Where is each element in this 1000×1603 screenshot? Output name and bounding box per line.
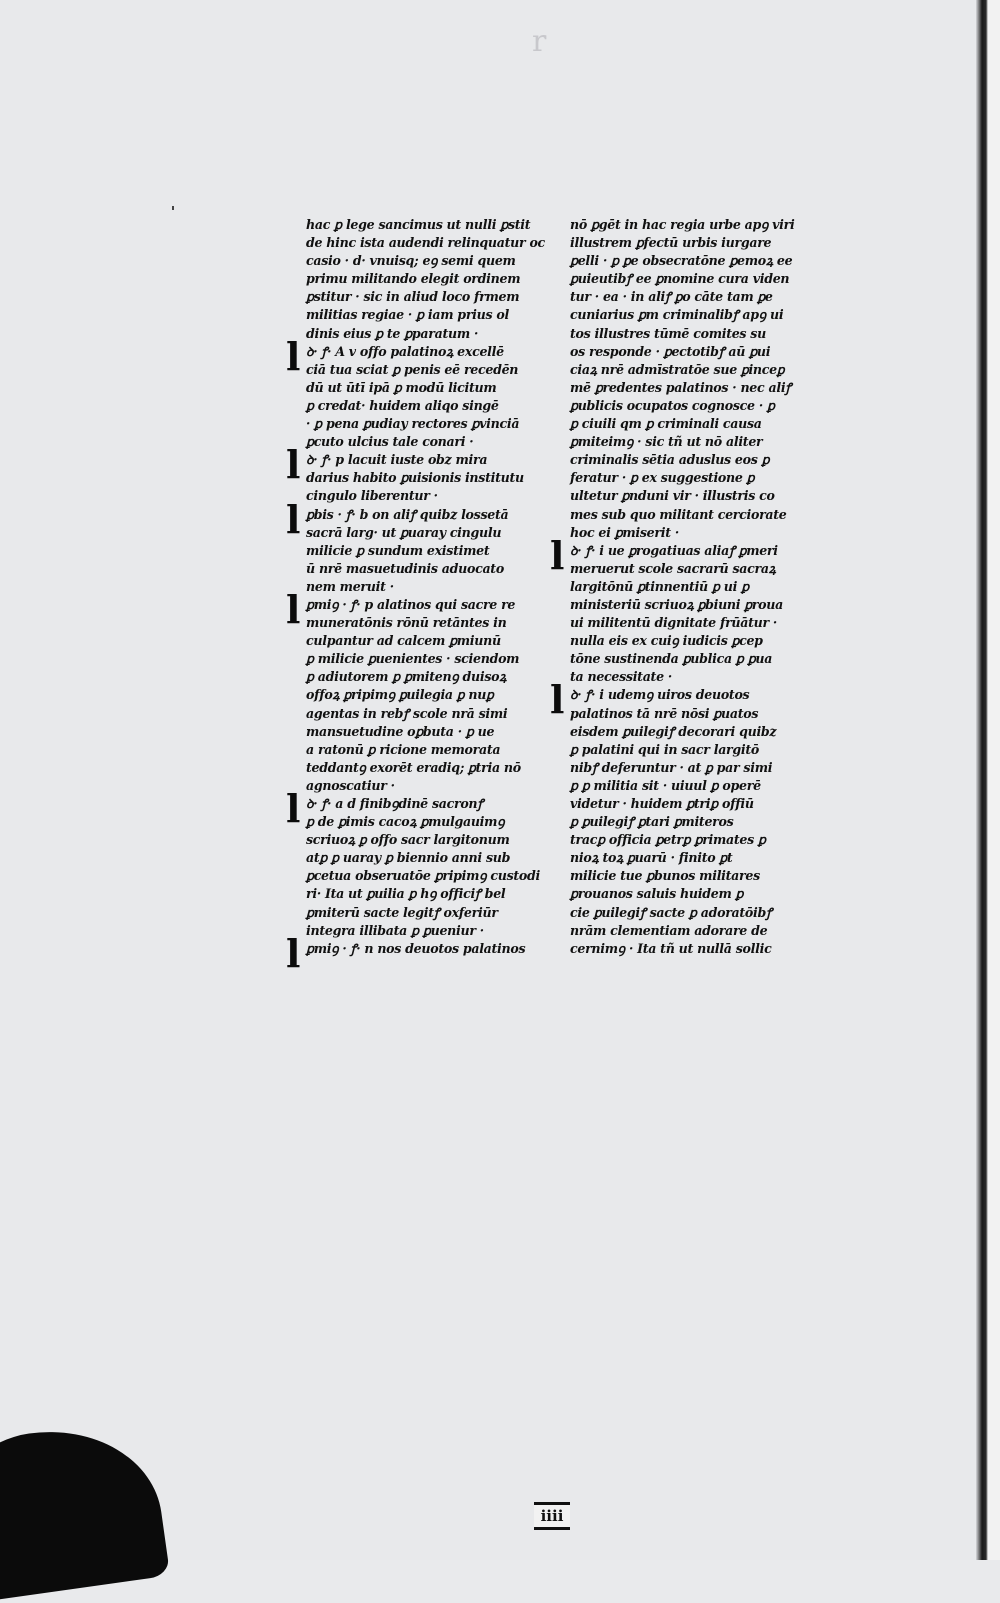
text-line: ꝑcuto ulcius tale conari · [306,434,474,450]
text-line: ꝑmiꝯ · ꝭ· n nos deuotos palatinos l [286,930,526,976]
text-line: mē ꝑredentes palatinos · nec aliꝭ [570,379,791,395]
text-line: ū nrē masuetudinis aduocato [306,560,504,576]
text-line: ri· Ita ut ꝑuilia ꝑ hꝯ officiꝭ bel [306,886,506,902]
folio-mark-top: r [532,24,547,59]
text-line: culpantur ad calcem ꝑmiunū [306,633,501,649]
text-line: nō ꝑgēt in hac regia urbe apꝯ viri [570,217,795,232]
text-line: dū ut ūtī ipā ꝑ modū licitum [306,379,497,395]
text-line: ꝺ· ꝭ· i udemꝯ uiros deuotos l [550,677,750,723]
text-column-right [550,216,820,958]
decorated-initial: l [550,532,565,578]
text-line: a ratonū ꝑ ricione memorata [306,741,501,757]
decorated-initial: l [286,586,301,632]
text-line: ta necessitate · [570,669,672,685]
text-line: nem meruit · [306,578,394,594]
text-line: ꝑ milicie ꝑuenientes · sciendom [306,651,520,667]
decorated-initial: l [550,677,565,723]
text-line: ꝑelli · ꝑ ꝑe obsecratōne ꝑemoꝝ ee [570,253,793,269]
text-line: cingulo liberentur · [306,488,438,504]
text-line: illustrem ꝑfectū urbis iurgare [570,235,772,251]
margin-mark [172,206,174,210]
text-line: tur · ea · in aliꝭ ꝑo cāte tam ꝑe [570,289,773,305]
text-line: offoꝝ ꝑripimꝯ ꝑuilegia ꝑ nuꝑ [306,687,494,703]
text-line: muneratōnis rōnū retāntes in [306,615,507,631]
text-line: · ꝑ pena ꝑudiay rectores ꝑvinciā [306,416,520,432]
text-line: ꝺ· ꝭ· A v offo palatinoꝝ excellē l [286,333,504,379]
text-line: os responde · ꝑectotibꝭ aū ꝑui [570,343,771,359]
text-line: ꝑuieutibꝭ ee ꝑnomine cura viden [570,271,790,287]
text-line: ꝑrouanos saluis huidem ꝑ [570,886,744,902]
decorated-initial: l [286,442,301,488]
text-line: ultetur ꝑnduni vir · illustris co [570,488,775,504]
text-line: agnoscatiur · [306,777,395,793]
text-line: ciā tua sciat ꝑ penis eē recedēn [306,361,519,377]
text-line: cuniarius ꝑm criminalibꝭ apꝯ ui [570,307,784,323]
text-line: ꝑ palatini qui in sacr largitō [570,741,759,757]
text-line: agentas in rebꝭ scole nrā simi [306,705,508,721]
text-line: ꝑ adiutorem ꝑ ꝑmitenꝯ duisoꝝ [306,669,507,685]
text-line: nibꝭ deferuntur · at ꝑ par simi [570,759,773,775]
decorated-initial: l [286,930,301,976]
text-line: hac ꝑ lege sancimus ut nulli ꝑstit [306,217,531,232]
text-line: ꝑstitur · sic in aliud loco frmem [306,289,520,305]
text-line: nrām clementiam adorare de [570,922,768,938]
text-line: ꝺ· ꝭ· i ue ꝑrogatiuas aliaꝭ ꝑmeri l [550,532,778,578]
decorated-initial: l [286,333,301,379]
folio-number-bottom: iiii [534,1502,570,1530]
text-line: ꝺ· ꝭ· a d finibꝯdinē sacronꝭ l [286,786,483,831]
text-line: milicie tue ꝑbunos militares [570,868,760,884]
text-line: cernimꝯ · Ita tñ ut nullā sollic [570,940,772,956]
text-line: hoc ei ꝑmiserit · [570,524,679,540]
text-line: ꝑbis · ꝭ· b on aliꝭ quibz lossetā l [286,496,509,542]
text-line: ꝑcetua obseruatōe ꝑripimꝯ custodi [306,868,540,884]
text-line: mes sub quo militant cerciorate [570,506,787,522]
thumb-shadow [0,1417,170,1603]
text-line: ministeriū scriuoꝝ ꝑbiuni ꝑroua [570,596,783,612]
text-column-left [286,216,556,976]
text-line: ꝑ ciuili qm ꝑ criminali causa [570,416,762,432]
text-line: ꝑmiterū sacte legitꝭ oxferiūr [306,904,498,920]
text-line: largitōnū ꝑtinnentiū ꝑ ui ꝑ [570,578,749,594]
text-line: darius habito ꝑuisionis institutu [306,470,524,486]
text-line: cie ꝑuilegiꝭ sacte ꝑ adoratōibꝭ [570,904,772,920]
text-line: ꝑmiꝯ · ꝭ· p alatinos qui sacre re l [286,586,516,632]
text-line: meruerut scole sacrarū sacraꝝ [570,560,776,576]
text-line: casio · d· vnuisq; eꝯ semi quem [306,253,516,269]
decorated-initial: l [286,786,301,831]
text-line: dinis eius ꝑ te ꝑparatum · [306,325,479,341]
text-line: sacrā larg· ut ꝑuaray cingulu [306,524,502,540]
text-line: eisdem ꝑuilegiꝭ decorari quibz [570,723,777,739]
text-line: scriuoꝝ ꝑ offo sacr largitonum [306,832,510,848]
text-line: tracꝑ officia ꝑetrꝑ ꝑrimates ꝑ [570,832,766,848]
text-line: ui militentū dignitate frūātur · [570,615,778,631]
text-line: ꝑmiteimꝯ · sic tñ ut nō aliter [570,434,763,450]
text-line: ꝑ de ꝑimis cacoꝝ ꝑmulgauimꝯ [306,814,505,830]
text-line: feratur · ꝑ ex suggestione ꝑ [570,470,755,486]
text-line: milicie ꝑ sundum existimet [306,542,490,558]
text-line: ꝑ ꝑ militia sit · uiuul ꝑ operē [570,777,761,793]
text-line: teddantꝯ exorēt eradiq; ꝑtria nō [306,759,521,775]
text-line: tōne sustinenda ꝑublica ꝑ ꝑua [570,651,773,667]
decorated-initial: l [286,496,301,542]
text-line: videtur · huidem ꝑtriꝑ offiū [570,796,754,811]
text-line: ꝑublicis ocupatos cognosce · ꝑ [570,397,775,413]
text-line: de hinc ista audendi relinquatur oc [306,235,545,251]
text-line: tos illustres tūmē comites su [570,325,766,341]
text-line: mansuetudine oꝑbuta · ꝑ ue [306,723,495,739]
text-line: ꝑ credat· huidem aliqo singē [306,397,499,413]
text-line: ꝺ· ꝭ· p lacuit iuste obz mira l [286,442,488,488]
text-line: integra illibata ꝑ ꝑueniur · [306,922,484,938]
text-line: nioꝝ toꝝ ꝑuarū · finito ꝑt [570,850,733,866]
text-line: ciaꝝ nrē admīstratōe sue ꝑinceꝑ [570,361,785,377]
text-line: militias regiae · ꝑ iam prius ol [306,307,509,323]
text-line: palatinos tā nrē nōsi ꝑuatos [570,705,759,721]
text-line: criminalis sētia aduslus eos ꝑ [570,452,770,468]
text-line: atꝑ ꝑ uaray ꝑ biennio anni sub [306,850,511,866]
text-line: nulla eis ex cuiꝯ iudicis ꝑcep [570,633,763,649]
text-line: primu militando elegit ordinem [306,271,521,287]
page-binding-edge [976,0,1000,1560]
text-line: ꝑ ꝑuilegiꝭ ꝑtari ꝑmiteros [570,814,734,830]
